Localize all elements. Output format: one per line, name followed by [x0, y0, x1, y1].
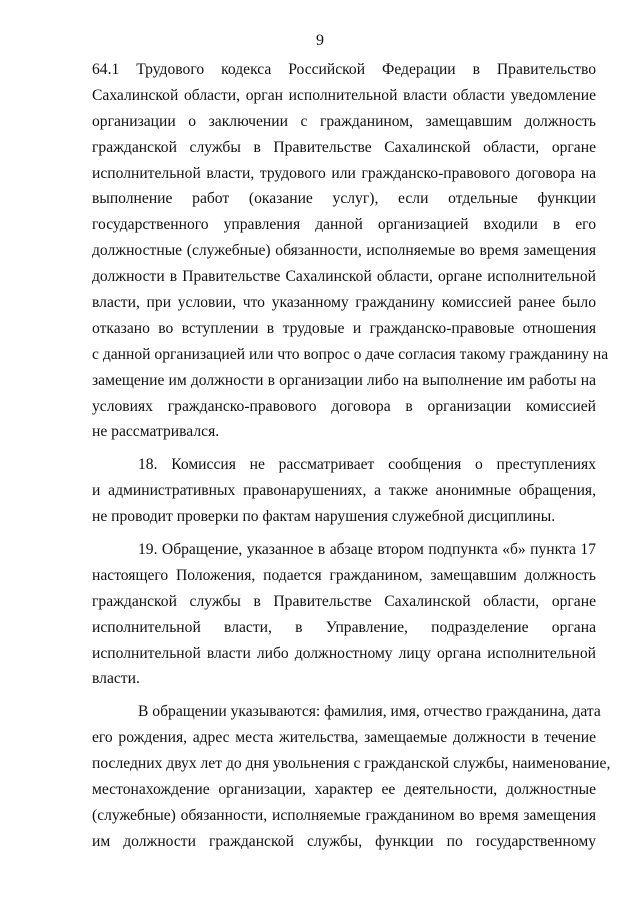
text-line: Сахалинской области, орган исполнительной власти области уведомление: [92, 86, 596, 104]
paragraph-continuation: [92, 57, 609, 445]
text-line: с данной организацией или что вопрос о даче согласия такому гражданину на: [92, 345, 609, 363]
text-line: 19. Обращение, указанное в абзаце втором подпункта «б» пункта 17: [138, 541, 596, 559]
text-line: отказано во вступлении в трудовые и гражданско-правовые отношения: [92, 319, 596, 337]
text-line: замещение им должности в организации либо на выполнение им работы на: [92, 371, 596, 389]
text-line: государственного управления данной организацией входили в его: [92, 216, 596, 234]
text-line: исполнительной власти либо должностному лицу органа исполнительной: [92, 644, 596, 662]
paragraph-item-18: [92, 452, 596, 530]
text-line: им должности гражданской службы, функции по государственному: [92, 832, 596, 850]
text-line: исполнительной власти, трудового или гражданско-правового договора на: [92, 164, 596, 182]
text-line: и административных правонарушениях, а также анонимные обращения,: [92, 482, 596, 500]
text-line: последних двух лет до дня увольнения с гражданской службы, наименование,: [92, 755, 611, 773]
text-line: (служебные) обязанности, исполняемые гражданином во время замещения: [92, 806, 596, 824]
text-line: выполнение работ (оказание услуг), если отдельные функции: [92, 190, 596, 208]
text-line: должностные (служебные) обязанности, исполняемые во время замещения: [92, 242, 596, 260]
page-number: 9: [316, 32, 324, 49]
paragraph-item-19: [92, 537, 596, 692]
text-line: 64.1 Трудового кодекса Российской Федерации в Правительство: [92, 61, 596, 78]
text-line: условиях гражданско-правового договора в организации комиссией: [92, 397, 596, 415]
text-line: исполнительной власти, в Управление, подразделение органа: [92, 618, 596, 636]
text-line: власти, при условии, что указанному гражданину комиссией ранее было: [92, 294, 596, 312]
text-line: настоящего Положения, подается гражданином, замещавшим должность: [92, 566, 596, 584]
text-line: его рождения, адрес места жительства, замещаемые должности в течение: [92, 729, 596, 747]
text-line: должности в Правительстве Сахалинской области, органе исполнительной: [92, 268, 596, 286]
text-line: организации о заключении с гражданином, замещавшим должность: [92, 112, 596, 130]
document-body: [92, 57, 611, 855]
paragraph-request-details: [92, 699, 611, 854]
text-line: местонахождение организации, характер ее деятельности, должностные: [92, 781, 596, 799]
text-line: 18. Комиссия не рассматривает сообщения о преступлениях: [138, 456, 596, 474]
text-line: не рассматривался.: [92, 423, 220, 441]
text-line: не проводит проверки по фактам нарушения служебной дисциплины.: [92, 508, 556, 526]
text-line: В обращении указываются: фамилия, имя, отчество гражданина, дата: [138, 703, 601, 721]
text-line: гражданской службы в Правительстве Сахалинской области, органе: [92, 592, 596, 610]
text-line: гражданской службы в Правительстве Сахалинской области, органе: [92, 138, 596, 156]
text-line: власти.: [92, 670, 140, 688]
